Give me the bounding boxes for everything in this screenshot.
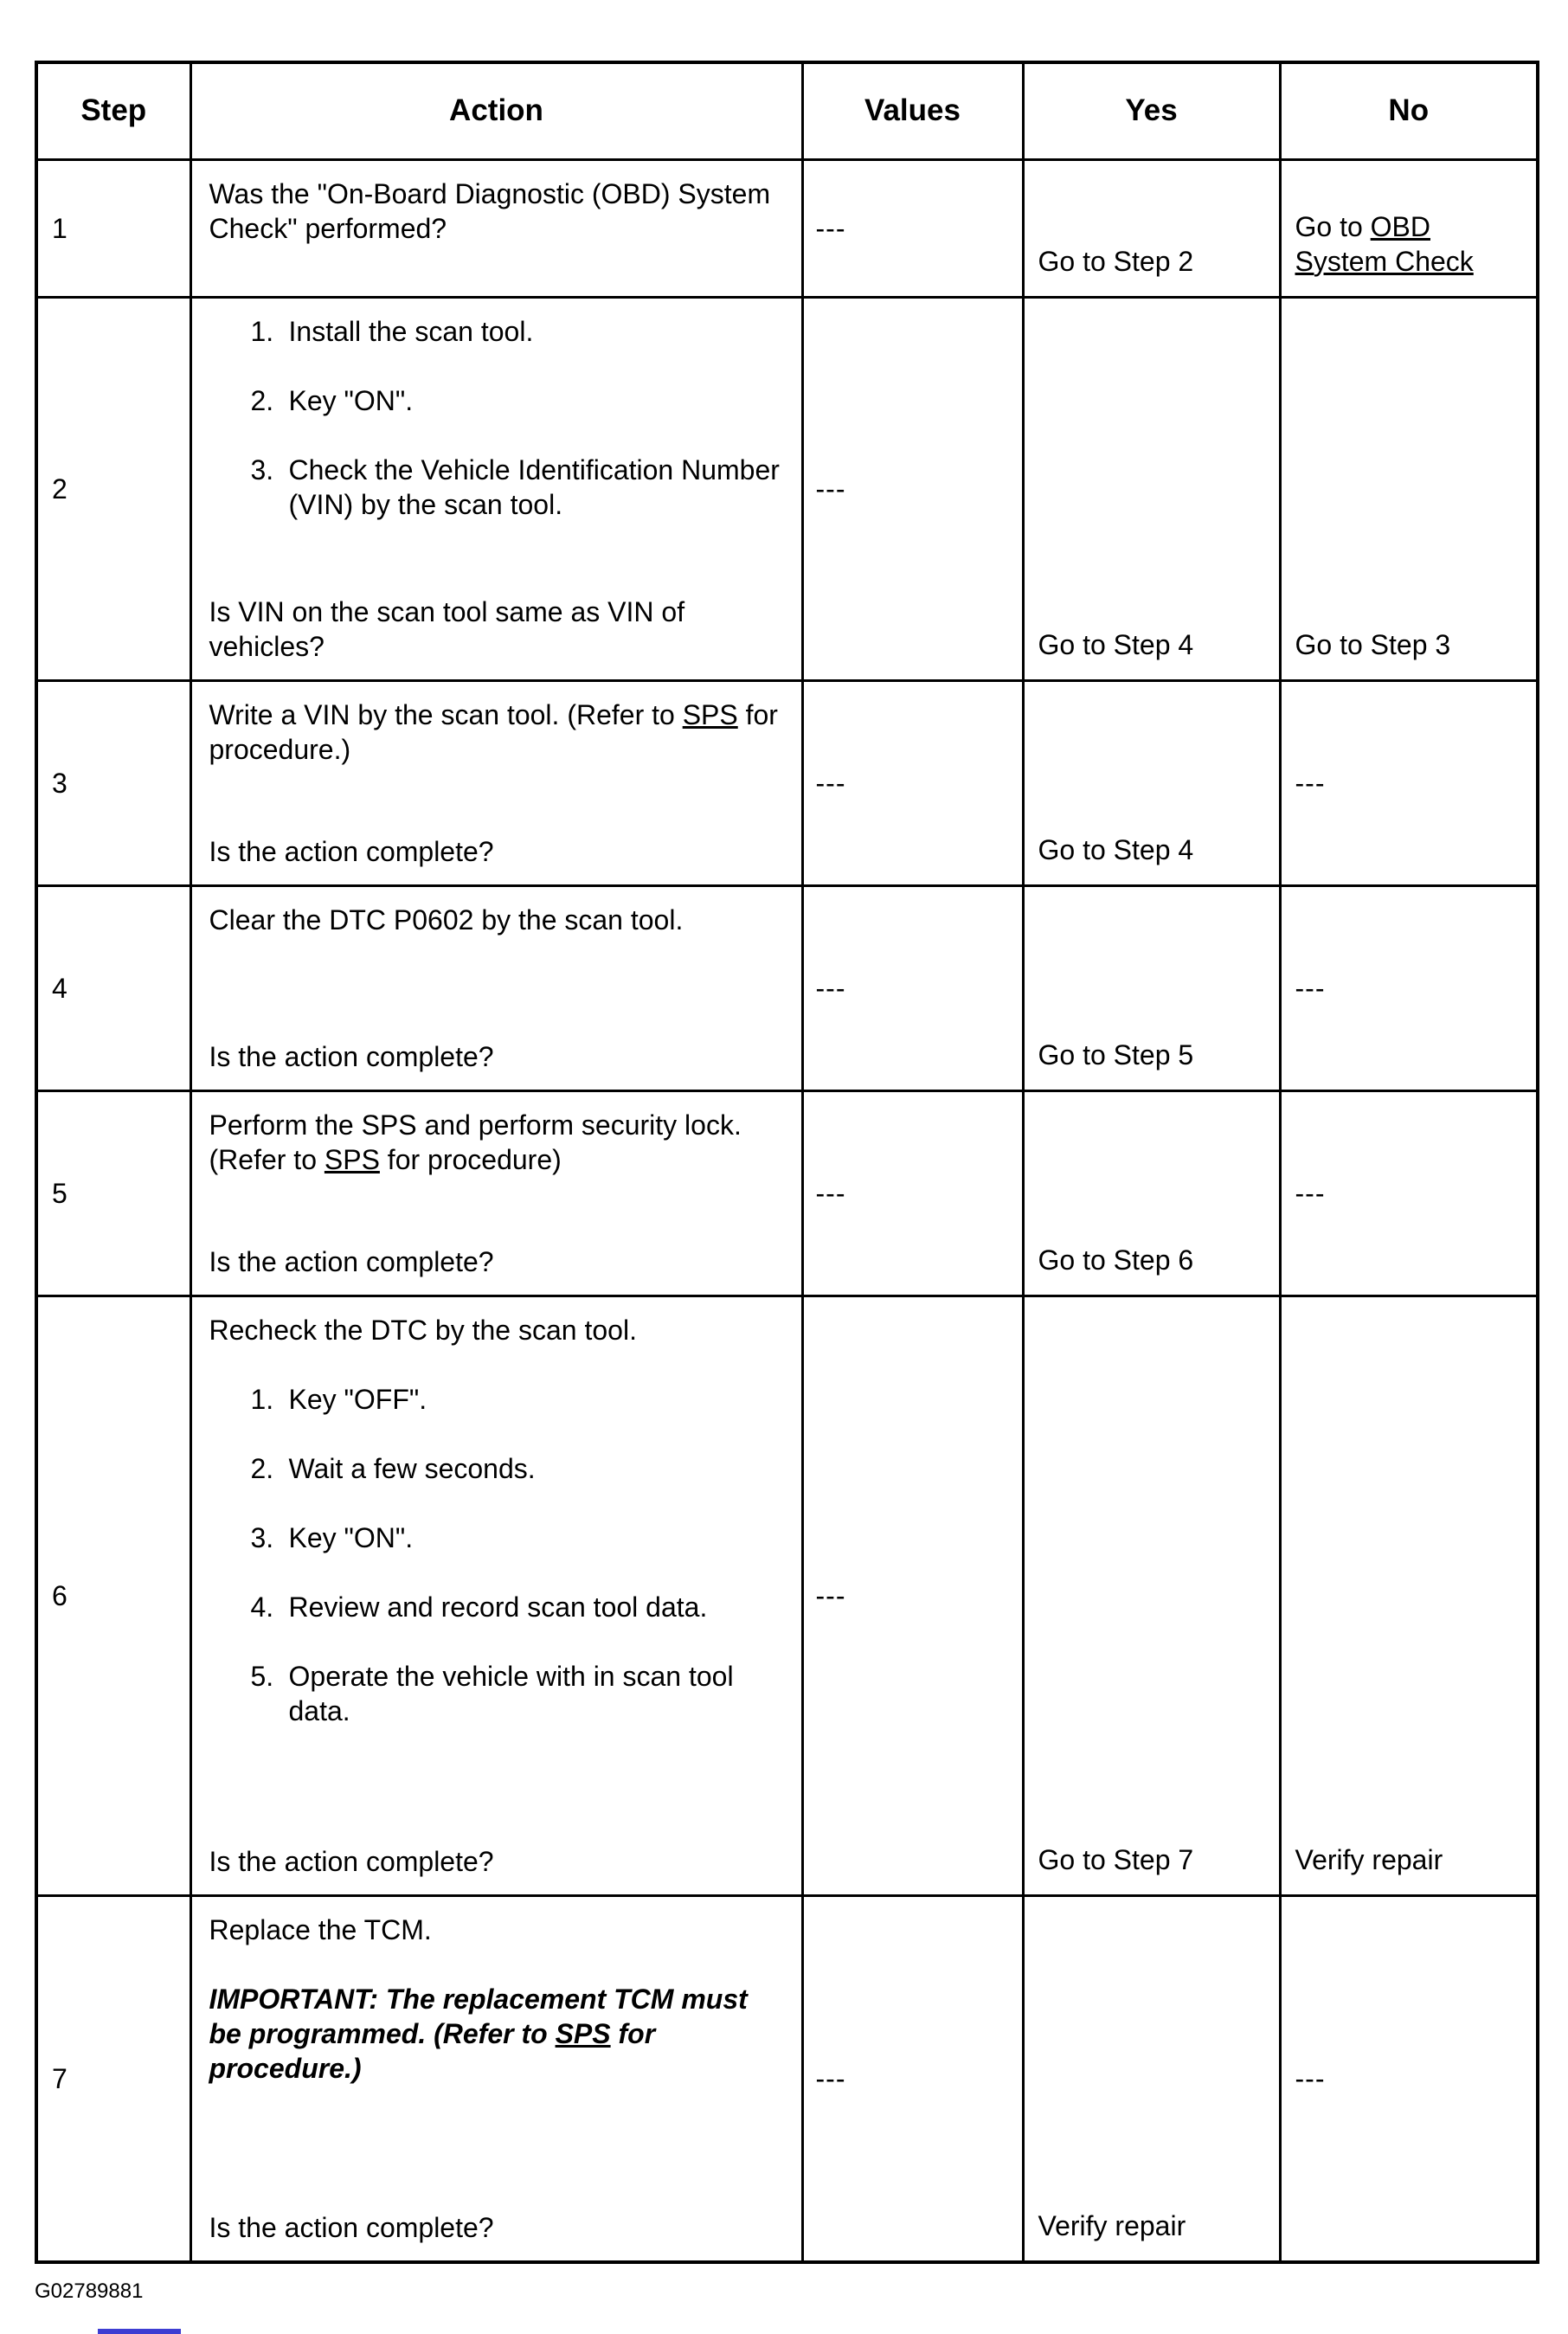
text-run: Is the action complete? bbox=[209, 1040, 494, 1072]
header-row bbox=[36, 62, 1538, 159]
text-run: Perform the SPS and perform security lock. (Refer to bbox=[209, 1109, 742, 1175]
action-paragraph bbox=[209, 1244, 781, 1279]
col-header-action: Action bbox=[190, 62, 802, 159]
text-run: Go to Step 2 bbox=[1038, 245, 1194, 277]
text-run: Verify repair bbox=[1295, 1843, 1443, 1875]
step-cell: 1 bbox=[36, 159, 190, 297]
text-run: Go to Step 4 bbox=[1038, 833, 1194, 865]
list-item-text bbox=[289, 1521, 781, 1555]
action-cell bbox=[190, 1296, 802, 1895]
yes-cell bbox=[1023, 1296, 1280, 1895]
action-list-item bbox=[251, 1382, 781, 1417]
text-run: Go to bbox=[1295, 210, 1371, 242]
action-list-item bbox=[251, 1659, 781, 1728]
figure-id-label: G02789881 bbox=[35, 2279, 144, 2303]
link[interactable]: OBD System Check bbox=[1295, 210, 1474, 277]
values-cell: --- bbox=[802, 680, 1023, 885]
action-list-item bbox=[251, 1590, 781, 1624]
yes-cell bbox=[1023, 885, 1280, 1090]
step-cell: 3 bbox=[36, 680, 190, 885]
table-row-step-1 bbox=[36, 159, 1538, 297]
col-header-no: No bbox=[1280, 62, 1538, 159]
text-run: --- bbox=[1295, 972, 1326, 1004]
action-content bbox=[209, 1913, 781, 2245]
text-run: Is the action complete? bbox=[209, 2211, 494, 2243]
values-cell: --- bbox=[802, 885, 1023, 1090]
values-cell: --- bbox=[802, 159, 1023, 297]
action-cell bbox=[190, 159, 802, 297]
action-cell bbox=[190, 885, 802, 1090]
text-run: Go to Step 6 bbox=[1038, 1244, 1194, 1276]
action-content bbox=[209, 903, 781, 1074]
action-paragraph bbox=[209, 2210, 781, 2245]
text-run: Replace the TCM. bbox=[209, 1913, 432, 1945]
text-run: Go to Step 4 bbox=[1038, 628, 1194, 660]
text-run: Write a VIN by the scan tool. (Refer to bbox=[209, 698, 683, 730]
action-paragraph bbox=[209, 1982, 781, 2086]
text-run: Verify repair bbox=[1038, 2209, 1186, 2241]
values-cell: --- bbox=[802, 1090, 1023, 1296]
no-cell bbox=[1280, 1090, 1538, 1296]
list-number: 1. bbox=[250, 1383, 274, 1415]
list-item-text bbox=[289, 1382, 781, 1417]
text-run: for procedure.) bbox=[209, 2017, 656, 2084]
action-content bbox=[209, 177, 781, 280]
text-run: Go to Step 3 bbox=[1295, 628, 1451, 660]
action-paragraph bbox=[209, 1313, 781, 1347]
step-cell: 5 bbox=[36, 1090, 190, 1296]
table-row-step-3 bbox=[36, 680, 1538, 885]
no-cell bbox=[1280, 159, 1538, 297]
text-run: --- bbox=[1295, 767, 1326, 799]
list-item-text bbox=[289, 314, 781, 349]
action-paragraph bbox=[209, 1913, 781, 1947]
diagnostic-table bbox=[35, 61, 1539, 2264]
action-cell bbox=[190, 297, 802, 680]
values-cell: --- bbox=[802, 1296, 1023, 1895]
clipped-content-artifact bbox=[98, 2329, 181, 2334]
text-run: Check the Vehicle Identification Number (VIN) by the scan tool. bbox=[288, 453, 780, 520]
list-number: 4. bbox=[250, 1591, 274, 1623]
table-row-step-7 bbox=[36, 1895, 1538, 2262]
text-run: for procedure) bbox=[379, 1143, 562, 1175]
step-cell: 2 bbox=[36, 297, 190, 680]
col-header-step: Step bbox=[36, 62, 190, 159]
action-paragraph bbox=[209, 1844, 781, 1879]
text-run: for procedure.) bbox=[209, 698, 778, 765]
list-number: 3. bbox=[250, 1521, 274, 1553]
link[interactable]: SPS bbox=[682, 698, 738, 730]
action-cell bbox=[190, 680, 802, 885]
action-content bbox=[209, 1108, 781, 1279]
text-run: Key "OFF". bbox=[288, 1383, 427, 1415]
no-cell bbox=[1280, 680, 1538, 885]
table-row-step-5 bbox=[36, 1090, 1538, 1296]
action-paragraph bbox=[209, 595, 781, 664]
action-list-item bbox=[251, 453, 781, 522]
action-content bbox=[209, 314, 781, 664]
no-cell bbox=[1280, 1296, 1538, 1895]
action-paragraph bbox=[209, 177, 781, 246]
values-cell: --- bbox=[802, 1895, 1023, 2262]
text-run: Go to Step 7 bbox=[1038, 1843, 1194, 1875]
action-paragraph bbox=[209, 903, 781, 937]
step-cell: 7 bbox=[36, 1895, 190, 2262]
list-number: 5. bbox=[250, 1660, 274, 1692]
text-run: --- bbox=[1295, 1177, 1326, 1209]
action-content bbox=[209, 698, 781, 869]
list-number: 3. bbox=[250, 453, 274, 485]
text-run: Install the scan tool. bbox=[288, 315, 534, 347]
list-number: 2. bbox=[250, 1452, 274, 1484]
action-cell bbox=[190, 1090, 802, 1296]
action-list-item bbox=[251, 383, 781, 418]
list-item-text bbox=[289, 1659, 781, 1728]
link[interactable]: SPS bbox=[555, 2017, 611, 2049]
action-cell bbox=[190, 1895, 802, 2262]
text-run: Was the "On-Board Diagnostic (OBD) System Check" performed? bbox=[209, 177, 771, 244]
text-run: Is VIN on the scan tool same as VIN of vehicles? bbox=[209, 595, 685, 662]
list-item-text bbox=[289, 1451, 781, 1486]
text-run: Is the action complete? bbox=[209, 1845, 494, 1877]
table-row-step-4 bbox=[36, 885, 1538, 1090]
text-run: Is the action complete? bbox=[209, 835, 494, 867]
action-content bbox=[209, 1313, 781, 1879]
text-run: Is the action complete? bbox=[209, 1245, 494, 1277]
text-run: Go to Step 5 bbox=[1038, 1038, 1194, 1071]
step-cell: 6 bbox=[36, 1296, 190, 1895]
table-row-step-2 bbox=[36, 297, 1538, 680]
action-paragraph bbox=[209, 698, 781, 767]
no-cell bbox=[1280, 297, 1538, 680]
table-body bbox=[36, 159, 1538, 2262]
text-run: Operate the vehicle with in scan tool data. bbox=[288, 1660, 734, 1726]
link[interactable]: SPS bbox=[324, 1143, 380, 1175]
action-list-item bbox=[251, 314, 781, 349]
text-run: Clear the DTC P0602 by the scan tool. bbox=[209, 903, 684, 936]
yes-cell bbox=[1023, 1090, 1280, 1296]
table-header bbox=[36, 62, 1538, 159]
table-row-step-6 bbox=[36, 1296, 1538, 1895]
action-list-item bbox=[251, 1521, 781, 1555]
text-run: Wait a few seconds. bbox=[288, 1452, 536, 1484]
text-run: IMPORTANT: The replacement TCM must be programmed. (Refer to bbox=[209, 1983, 748, 2049]
list-number: 2. bbox=[250, 384, 274, 416]
text-run: Key "ON". bbox=[288, 384, 414, 416]
action-list-item bbox=[251, 1451, 781, 1486]
yes-cell bbox=[1023, 297, 1280, 680]
text-run: Review and record scan tool data. bbox=[288, 1591, 708, 1623]
list-item-text bbox=[289, 383, 781, 418]
text-run: --- bbox=[1295, 2062, 1326, 2094]
yes-cell bbox=[1023, 680, 1280, 885]
yes-cell bbox=[1023, 159, 1280, 297]
yes-cell bbox=[1023, 1895, 1280, 2262]
list-item-text bbox=[289, 453, 781, 522]
step-cell: 4 bbox=[36, 885, 190, 1090]
list-item-text bbox=[289, 1590, 781, 1624]
col-header-values: Values bbox=[802, 62, 1023, 159]
no-cell bbox=[1280, 885, 1538, 1090]
text-run: Recheck the DTC by the scan tool. bbox=[209, 1314, 637, 1346]
no-cell bbox=[1280, 1895, 1538, 2262]
action-paragraph bbox=[209, 834, 781, 869]
text-run: Key "ON". bbox=[288, 1521, 414, 1553]
values-cell: --- bbox=[802, 297, 1023, 680]
action-paragraph bbox=[209, 1039, 781, 1074]
list-number: 1. bbox=[250, 315, 274, 347]
action-paragraph bbox=[209, 1108, 781, 1177]
col-header-yes: Yes bbox=[1023, 62, 1280, 159]
